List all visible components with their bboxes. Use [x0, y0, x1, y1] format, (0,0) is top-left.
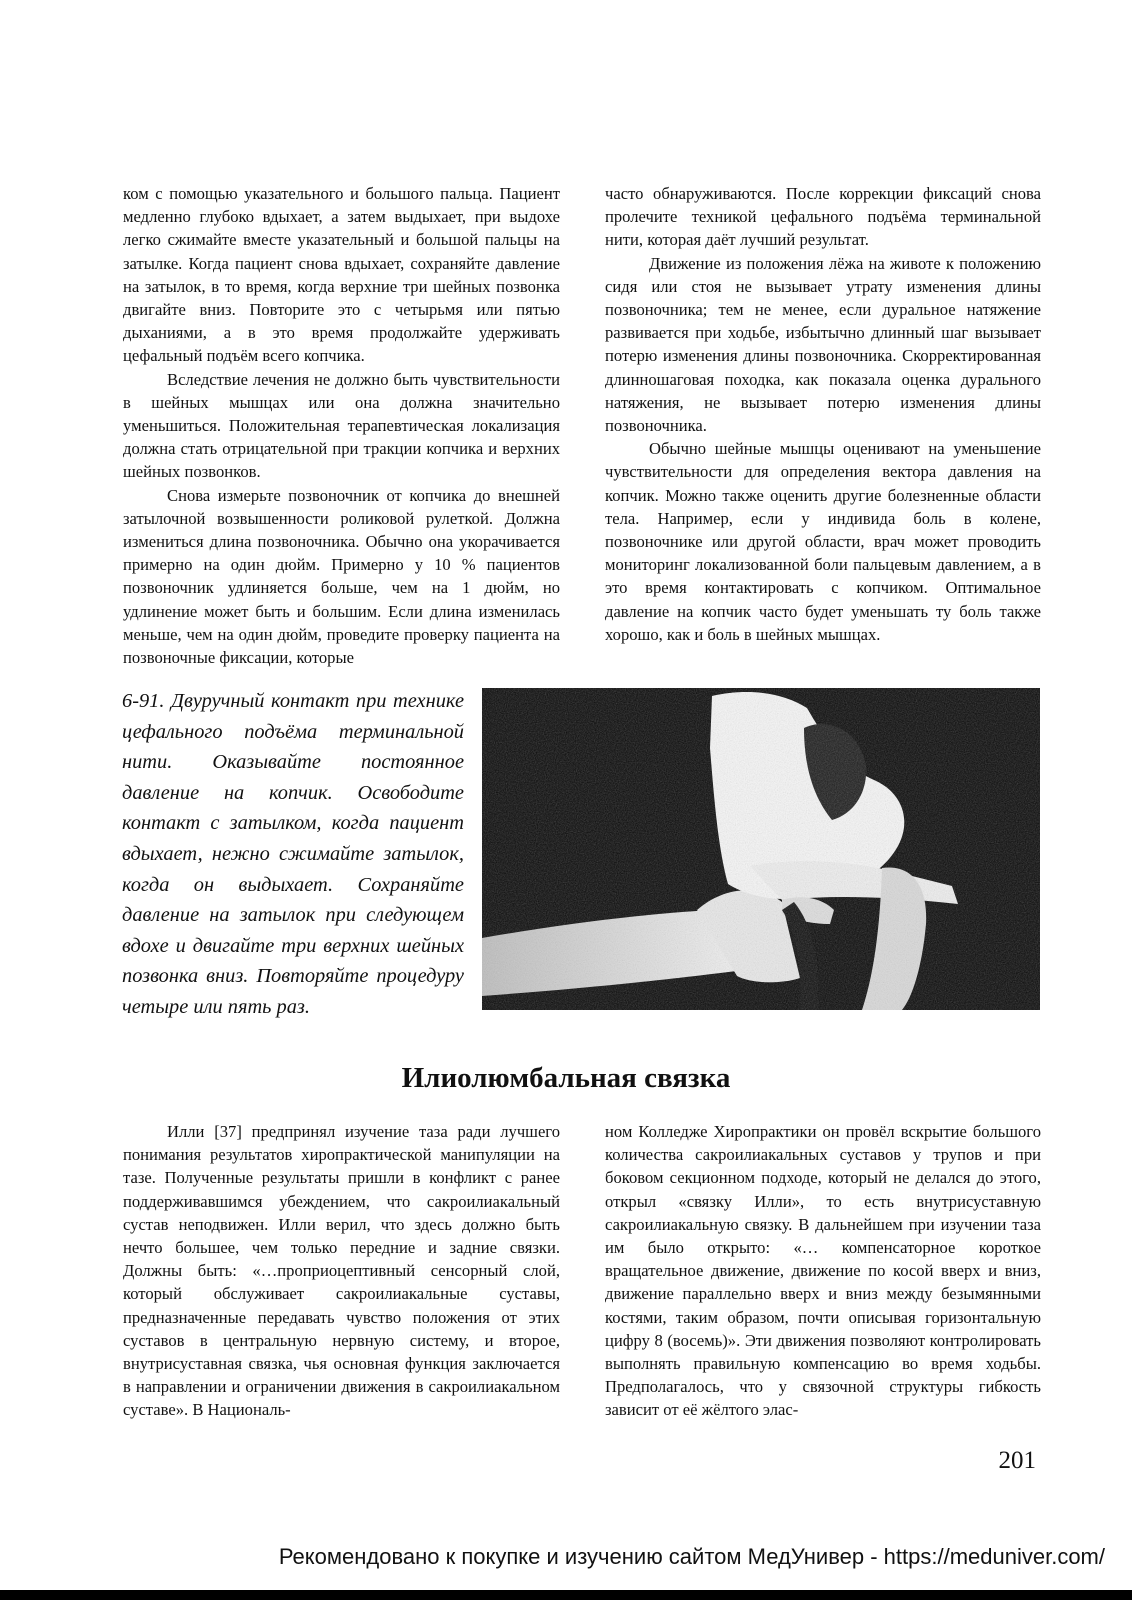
paragraph: Илли [37] предпринял изучение таза ради лучшего понимания результатов хиропрактической манипуляции на тазе. Полученные результаты пришли в конфликт с ранее поддерживавшимся убеждением, что сакроилиакальный сустав неподвижен. Илли верил, что здесь должно быть нечто большее, чем только передние и задние связки. Должны быть: «…проприоцептивный сенсорный слой, который обслуживает сакроилиакальные суставы, предназначенные передавать чувство положения от этих суставов в центральную нервную систему, и второе, внутрисуставная связка, чья основная функция заключается в направлении и ограничении движения в сакроилиакальном суставе». В Националь- [123, 1122, 560, 1420]
treatment-photo-image [482, 688, 1040, 1010]
paragraph: ком с помощью указательного и большого пальца. Пациент медленно глубоко вдыхает, а затем выдыхает, при выдохе легко сжимайте вместе указательный и большой пальцы на затылке. Когда пациент снова вдыхает, сохраняйте давление на затылок, в то время, когда верхние три шейных позвонка двигайте вниз. Повторите это с четырьмя или пятью дыханиями, а в это время продолжайте удерживать цефальный подъём всего копчика. [123, 184, 560, 366]
paragraph: Вследствие лечения не должно быть чувствительности в шейных мышцах или она должна значительно уменьшиться. Положительная терапевтическая локализация должна стать отрицательной при тракции копчика и верхних шейных позвонков. [123, 369, 560, 482]
paragraph: Обычно шейные мышцы оценивают на уменьшение чувствительности для определения вектора давления на копчик. Можно также оценить другие болезненные области тела. Например, если у индивида боль в колене, позвоночнике или другой области, врач может проводить мониторинг локализованной боли пальцевым давлением, а в это время контактировать с копчиком. Оптимальное давление на копчик часто будет уменьшать ту боль также хорошо, как и боль в шейных мышцах. [605, 439, 1041, 644]
paragraph: Движение из положения лёжа на животе к положению сидя или стоя не вызывает утрату изменения длины позвоночника; тем не менее, если дуральное натяжение развивается при ходьбе, избытычно длинный шаг вызывает потерю изменения длины позвоночника. Скорректированная длинношаговая походка, как показала оценка дурального натяжения, не вызывает потерю изменения длины позвоночника. [605, 253, 1041, 436]
paragraph: часто обнаруживаются. После коррекции фиксаций снова пролечите техникой цефального подъёма терминальной нити, которая даёт лучший результат. [605, 184, 1041, 250]
bottom-border [0, 1590, 1132, 1600]
paragraph: Снова измерьте позвоночник от копчика до внешней затылочной возвышенности роликовой рулеткой. Должна измениться длина позвоночника. Обычно она укорачивается примерно на один дюйм. Примерно у 10 % пациентов позвоночник удлиняется больше, чем на 1 дюйм, но удлинение может быть и большим. Если длина изменилась меньше, чем на один дюйм, проведите проверку пациента на позвоночные фиксации, которые [123, 485, 560, 668]
page-number: 201 [998, 1447, 1036, 1474]
column-top-left [123, 182, 560, 669]
paragraph: ном Колледже Хиропрактики он провёл вскрытие большого количества сакроилиакальных суставов у трупов и при боковом секционном подходе, который не делался до этого, открыл «связку Илли», то есть внутрисуставную сакроилиакальную связку. В дальнейшем при изучении таза им было открыто: «… компенсаторное короткое вращательное движение, движение по косой вверх и вниз, движение параллельно вверх и вниз между безымянными костями, таким образом, почти описывая горизонтальную цифру 8 (восемь)». Эти движения позволяют контролировать выполнять правильную компенсацию во время ходьбы. Предполагалось, что у связочной структуры гибкость зависит от её жёлтого элас- [605, 1122, 1041, 1420]
section-heading: Илиолюмбальная связка [401, 1062, 731, 1094]
column-bottom-left [123, 1120, 560, 1422]
figure-caption: 6-91. Двуручный контакт при технике цефального подъёма терминальной нити. Оказывайте постоянное давление на копчик. Освободите контакт с затылком, когда пациент вдыхает, нежно сжимайте затылок, когда он выдыхает. Сохраняйте давление на затылок при следующем вдохе и двигайте три верхних шейных позвонка вниз. Повторяйте процедуру четыре или пять раз. [122, 690, 464, 1018]
footer-recommendation: Рекомендовано к покупке и изучению сайтом МедУнивер - https://meduniver.com/ [278, 1544, 1105, 1569]
column-bottom-right [605, 1120, 1041, 1422]
figure-photo [482, 688, 1040, 1010]
column-top-right [605, 182, 1041, 646]
